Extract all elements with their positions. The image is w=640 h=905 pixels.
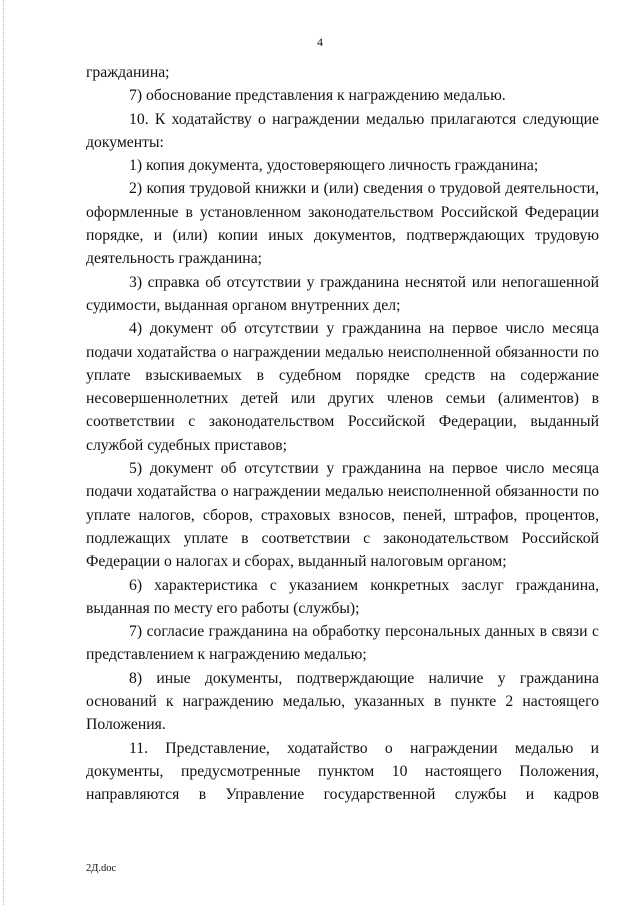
- paragraph-item-7-consent: 7) согласие гражданина на обработку персональных данных в связи с представлением к награждению медалью;: [86, 623, 599, 664]
- paragraph-item-1-id-copy: 1) копия документа, удостоверяющего личность гражданина;: [129, 157, 539, 175]
- paragraph-item-5-taxes: 5) документ об отсутствии у гражданина на первое число месяца подачи ходатайства о награждении медалью неисполненной обязанности по уплате налогов, сборов, страховых взносов, пеней, штрафов, процентов, подлежащих уплате в соответствии с законодательством Российской Федерации о налогах и сборах, выданный налоговым органом;: [86, 460, 599, 571]
- paragraph-item-3-criminal-record: 3) справка об отсутствии у гражданина неснятой или непогашенной судимости, выданная органом внутренних дел;: [86, 273, 599, 314]
- paragraph-item-7-justification: 7) обоснование представления к награждению медалью.: [129, 87, 506, 105]
- page-edge-line: [3, 0, 4, 905]
- document-body: [86, 61, 599, 807]
- paragraph-clause-11: 11. Представление, ходатайство о награждении медалью и документы, предусмотренные пунктом 10 настоящего Положения, направляются в Управление государственной службы и кадров: [86, 739, 599, 804]
- paragraph-continuation: гражданина;: [86, 64, 170, 81]
- footer-filename: 2Д.doc: [86, 863, 117, 874]
- paragraph-item-2-work-record: 2) копия трудовой книжки и (или) сведения о трудовой деятельности, оформленные в установленном законодательством Российской Федерации порядке, и (или) копии иных документов, подтверждающих трудовую деятельность гражданина;: [86, 180, 599, 268]
- paragraph-item-6-reference: 6) характеристика с указанием конкретных заслуг гражданина, выданная по месту его работы (службы);: [86, 576, 599, 617]
- paragraph-item-8-other-docs: 8) иные документы, подтверждающие наличие у гражданина оснований к награждению медалью, указанных в пункте 2 настоящего Положения.: [86, 669, 599, 734]
- paragraph-item-4-alimony: 4) документ об отсутствии у гражданина на первое число месяца подачи ходатайства о награждении медалью неисполненной обязанности по уплате взыскиваемых в судебном порядке средств на содержание несовершеннолетних детей или других членов семьи (алиментов) в соответствии с законодательством Российской Федерации, выданный службой судебных приставов;: [86, 320, 599, 454]
- page-number: 4: [317, 35, 323, 49]
- paragraph-clause-10: 10. К ходатайству о награждении медалью прилагаются следующие документы:: [86, 110, 599, 151]
